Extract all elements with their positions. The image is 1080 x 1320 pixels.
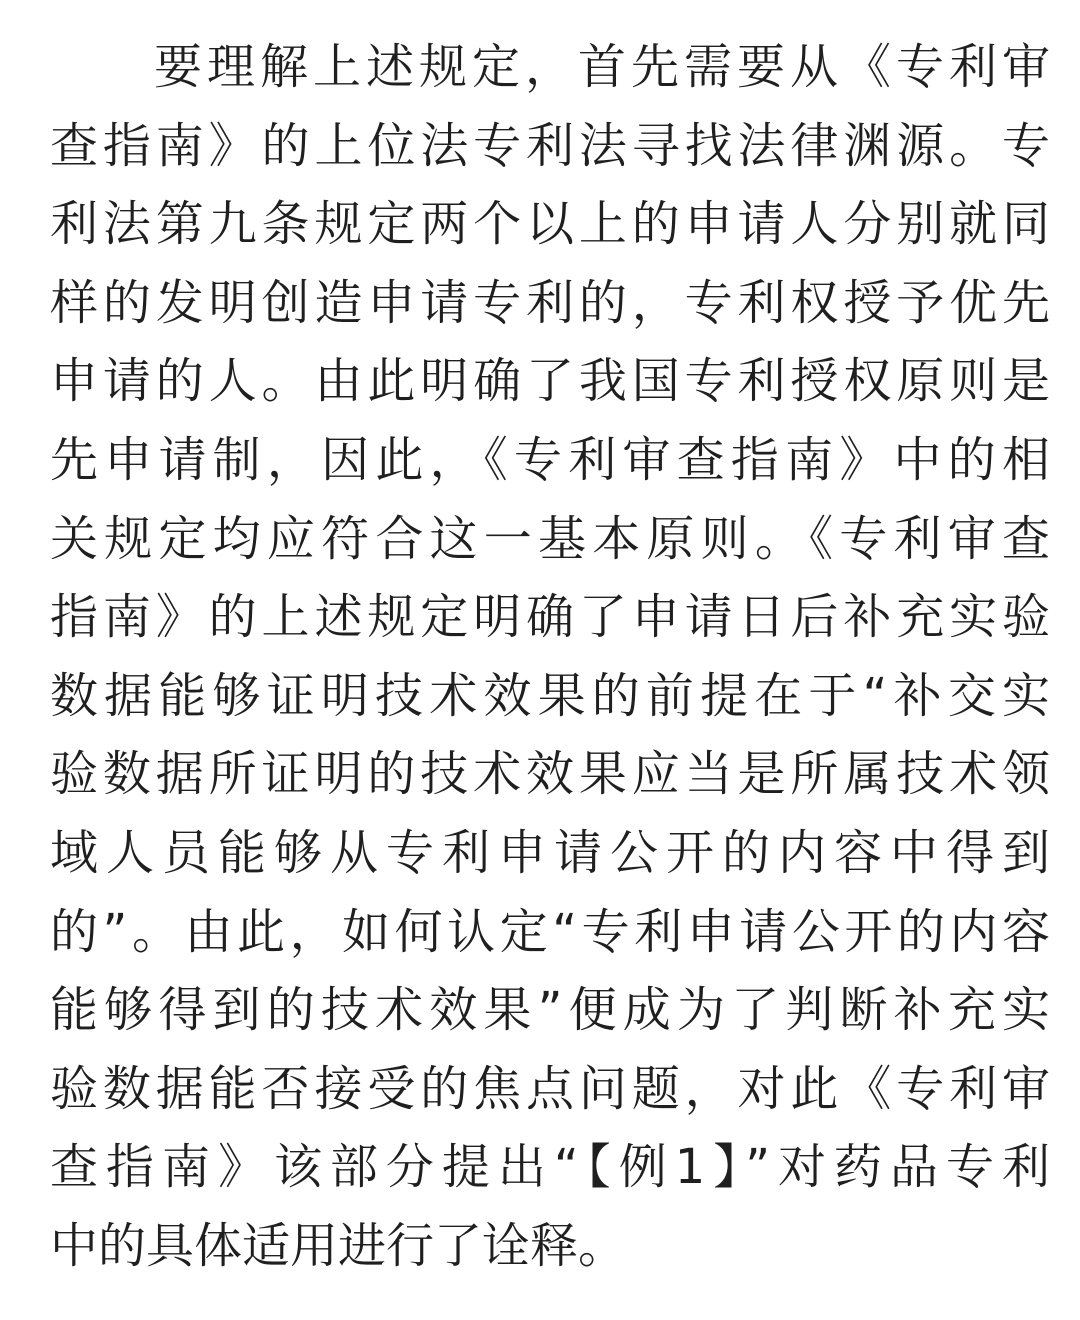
- text-line: 申请的人。由此明确了我国专利授权原则是: [50, 353, 1050, 410]
- text-line: 要理解上述规定，首先需要从《专利审: [154, 39, 1050, 95]
- text-line: 关规定均应符合这一基本原则。《专利审查: [50, 510, 1050, 567]
- body-paragraph: [50, 28, 1050, 1286]
- text-line: 域人员能够从专利申请公开的内容中得到: [50, 824, 1050, 881]
- text-line: 查指南》的上位法专利法寻找法律渊源。专: [50, 117, 1050, 174]
- text-line: 验数据所证明的技术效果应当是所属技术领: [50, 746, 1050, 803]
- text-line: 利法第九条规定两个以上的申请人分别就同: [50, 196, 1050, 253]
- text-line: 指南》的上述规定明确了申请日后补充实验: [50, 589, 1050, 646]
- text-line: 查指南》该部分提出“【例1】”对药品专利: [50, 1139, 1050, 1196]
- text-line: 的”。由此，如何认定“专利申请公开的内容: [50, 903, 1050, 960]
- text-line: 验数据能否接受的焦点问题，对此《专利审: [50, 1060, 1050, 1117]
- text-line: 样的发明创造申请专利的，专利权授予优先: [50, 274, 1050, 331]
- text-line: 中的具体适用进行了诠释。: [50, 1217, 627, 1274]
- text-line: 能够得到的技术效果”便成为了判断补充实: [50, 982, 1050, 1039]
- text-line: 数据能够证明技术效果的前提在于“补交实: [50, 667, 1050, 724]
- text-line: 先申请制，因此，《专利审查指南》中的相: [50, 431, 1050, 488]
